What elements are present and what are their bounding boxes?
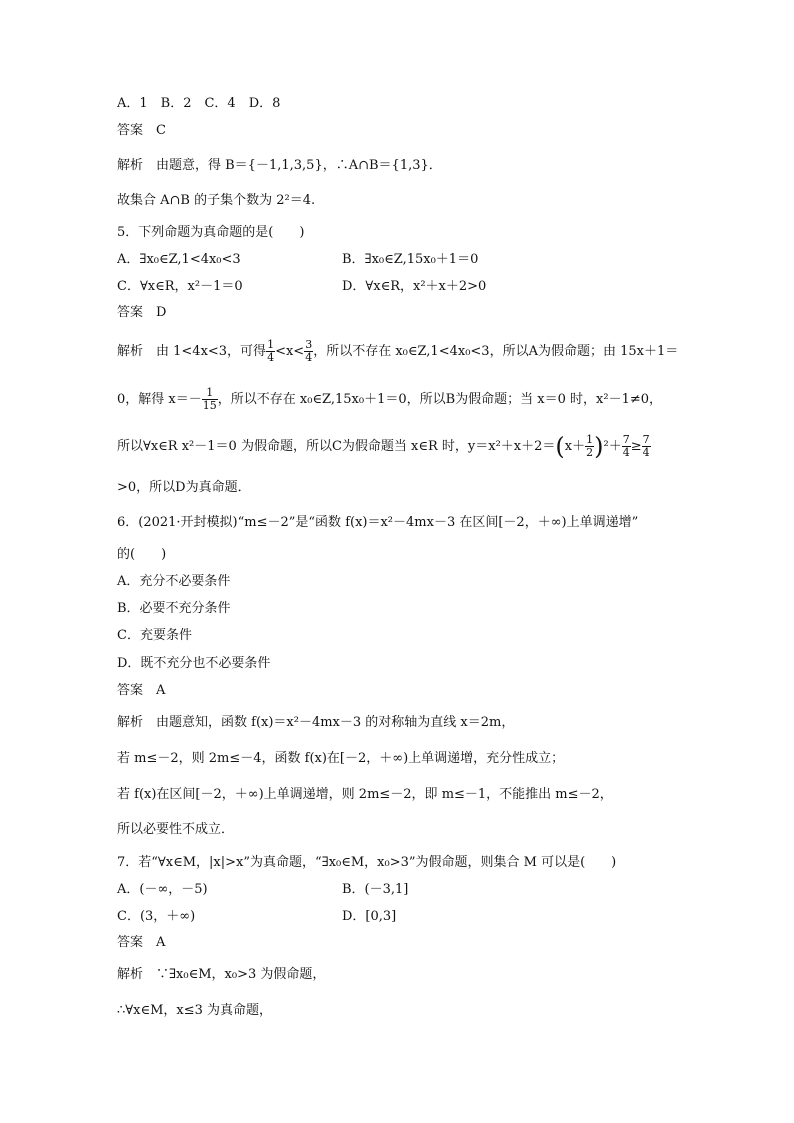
q6-analysis-2: 若 m≤－2，则 2m≤－4，函数 f(x)在[－2，＋∞)上单调递增，充分性成立； xyxy=(117,751,565,766)
q6-option-d: D．既不充分也不必要条件 xyxy=(117,656,271,671)
fraction xyxy=(585,434,594,459)
fraction xyxy=(266,339,275,364)
text: ≥ xyxy=(630,439,642,454)
q6-analysis-4: 所以必要性不成立． xyxy=(117,822,235,837)
right-paren: ) xyxy=(594,432,604,461)
left-paren: ( xyxy=(555,432,565,461)
q6-stem-1: 6．(2021·开封模拟)“m≤－2”是“函数 f(x)＝x²－4mx－3 在区间[－2，＋∞)上单调递增” xyxy=(117,515,639,530)
q5-option-a: A．∃x₀∈Z,1<4x₀<3 xyxy=(117,252,241,267)
q6-stem-2: 的( ) xyxy=(117,547,167,562)
text: ，所以不存在 x₀∈Z,15x₀＋1＝0，所以B为假命题；当 x＝0 时，x²－1≠0， xyxy=(217,392,663,407)
q7-option-a: A．(－∞，－5) xyxy=(117,882,208,897)
q5-answer: 答案 D xyxy=(117,305,167,320)
numerator: 3 xyxy=(305,338,313,351)
q4-analysis-2: 故集合 A∩B 的子集个数为 2²＝4. xyxy=(117,193,316,208)
denominator: 2 xyxy=(586,446,594,459)
denominator: 4 xyxy=(305,351,313,364)
q6-option-c: C．充要条件 xyxy=(117,628,192,643)
q5-option-b: B．∃x₀∈Z,15x₀＋1＝0 xyxy=(342,252,479,267)
q7-analysis-1: 解析 ∵∃x₀∈M，x₀>3 为假命题， xyxy=(117,967,326,982)
numerator: 1 xyxy=(202,387,218,400)
q4-analysis-1: 解析 由题意，得 B＝{－1,1,3,5}，∴A∩B＝{1,3}． xyxy=(117,158,442,173)
denominator: 4 xyxy=(267,351,275,364)
q5-analysis-2 xyxy=(117,387,662,412)
q6-analysis-1: 解析 由题意知，函数 f(x)＝x²－4mx－3 的对称轴为直线 x＝2m， xyxy=(117,715,515,730)
numerator: 1 xyxy=(267,338,275,351)
q5-analysis-1 xyxy=(117,339,678,364)
q4-answer: 答案 C xyxy=(117,123,166,138)
q6-answer: 答案 A xyxy=(117,683,166,698)
text: ²＋ xyxy=(603,439,622,454)
q7-answer: 答案 A xyxy=(117,935,166,950)
q6-analysis-3: 若 f(x)在区间[－2，＋∞)上单调递增，则 2m≤－2，即 m≤－1，不能推出 m≤－2， xyxy=(117,787,613,802)
text: ，所以不存在 x₀∈Z,1<4x₀<3，所以A为假命题；由 15x＋1＝ xyxy=(313,344,679,359)
q5-stem: 5．下列命题为真命题的是( ) xyxy=(117,225,305,240)
text: 所以∀x∈R x²－1＝0 为假命题，所以C为假命题当 x∈R 时，y＝x²＋x＋2＝ xyxy=(117,439,556,454)
numerator: 7 xyxy=(642,433,650,446)
q7-option-d: D．[0,3] xyxy=(342,909,397,924)
denominator: 15 xyxy=(202,399,217,412)
q5-option-c: C．∀x∈R，x²－1＝0 xyxy=(117,279,243,294)
fraction xyxy=(304,339,313,364)
q5-analysis-4: >0，所以D为真命题． xyxy=(117,480,251,495)
q7-stem: 7．若“∀x∈M，|x|>x”为真命题，“∃x₀∈M，x₀>3”为假命题，则集合 M 可以是( ) xyxy=(117,855,617,870)
numerator: 1 xyxy=(586,433,594,446)
denominator: 4 xyxy=(622,446,630,459)
q7-analysis-2: ∴∀x∈M，x≤3 为真命题， xyxy=(117,1003,273,1018)
q4-options: A．1 B．2 C．4 D．8 xyxy=(117,96,281,111)
denominator: 4 xyxy=(642,446,650,459)
text: <x< xyxy=(275,344,305,359)
q5-analysis-3 xyxy=(117,434,651,459)
q7-option-c: C．(3，＋∞) xyxy=(117,909,196,924)
text: 解析 由 1<4x<3，可得 xyxy=(117,344,267,359)
text: 0，解得 x＝－ xyxy=(117,392,202,407)
numerator: 7 xyxy=(622,433,630,446)
text: x＋ xyxy=(564,439,586,454)
q6-option-b: B．必要不充分条件 xyxy=(117,601,231,616)
q5-option-d: D．∀x∈R，x²＋x＋2>0 xyxy=(342,279,487,294)
fraction xyxy=(622,434,631,459)
fraction xyxy=(202,387,218,412)
fraction xyxy=(642,434,651,459)
q6-option-a: A．充分不必要条件 xyxy=(117,574,231,589)
q7-option-b: B．(－3,1] xyxy=(342,882,409,897)
